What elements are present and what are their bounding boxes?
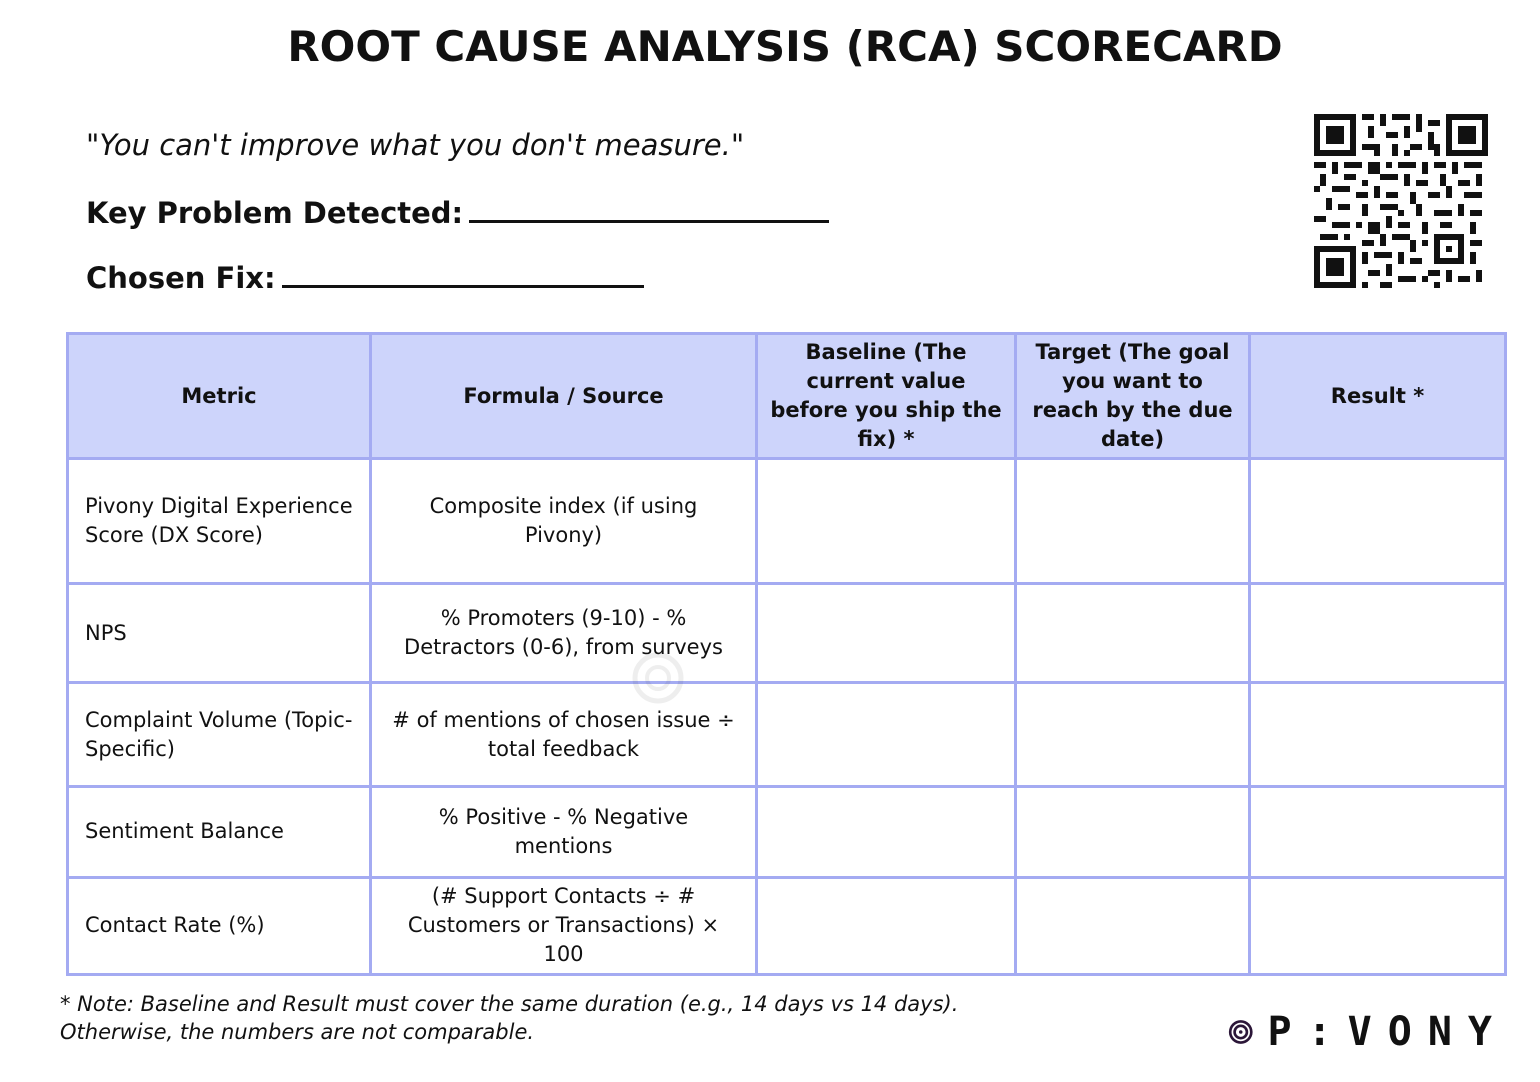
- pivony-watermark: [632, 652, 684, 704]
- target-cell[interactable]: [1016, 683, 1250, 786]
- header-baseline: Baseline (The current value before you ship the fix) *: [757, 334, 1016, 459]
- header-result: Result *: [1250, 334, 1506, 459]
- table-row: [68, 786, 1506, 877]
- footnote-line-2: Otherwise, the numbers are not comparable.: [60, 1020, 535, 1044]
- watermark-logo-icon: [632, 652, 684, 704]
- table-row: [68, 683, 1506, 786]
- rca-scorecard-table: [66, 332, 1507, 976]
- header-formula-source: Formula / Source: [371, 334, 757, 459]
- key-problem-field: [86, 194, 829, 230]
- header-target: Target (The goal you want to reach by the due date): [1016, 334, 1250, 459]
- target-cell[interactable]: [1016, 584, 1250, 683]
- footnote: [60, 990, 958, 1046]
- pivony-logo-icon: [1228, 1003, 1254, 1061]
- metric-cell: Sentiment Balance: [68, 786, 371, 877]
- result-cell[interactable]: [1250, 584, 1506, 683]
- baseline-cell[interactable]: [757, 877, 1016, 974]
- formula-cell: Composite index (if using Pivony): [371, 459, 757, 584]
- result-cell[interactable]: [1250, 459, 1506, 584]
- formula-cell: (# Support Contacts ÷ # Customers or Transactions) × 100: [371, 877, 757, 974]
- formula-cell: # of mentions of chosen issue ÷ total feedback: [371, 683, 757, 786]
- baseline-cell[interactable]: [757, 786, 1016, 877]
- formula-cell: % Promoters (9-10) - % Detractors (0-6), from surveys: [371, 584, 757, 683]
- brand-wordmark: P:VONY: [1267, 1009, 1508, 1055]
- formula-cell: % Positive - % Negative mentions: [371, 786, 757, 877]
- metric-cell: Contact Rate (%): [68, 877, 371, 974]
- key-problem-blank-line[interactable]: [469, 194, 829, 223]
- table-row: [68, 584, 1506, 683]
- metric-cell: NPS: [68, 584, 371, 683]
- table-row: [68, 877, 1506, 974]
- page-title: ROOT CAUSE ANALYSIS (RCA) SCORECARD: [287, 22, 1283, 71]
- baseline-cell[interactable]: [757, 683, 1016, 786]
- pivony-brand: [1228, 1000, 1508, 1064]
- quote: "You can't improve what you don't measure.": [86, 128, 745, 162]
- footnote-line-1: * Note: Baseline and Result must cover the same duration (e.g., 14 days vs 14 days).: [60, 992, 959, 1016]
- result-cell[interactable]: [1250, 786, 1506, 877]
- chosen-fix-blank-line[interactable]: [282, 259, 644, 288]
- target-cell[interactable]: [1016, 786, 1250, 877]
- baseline-cell[interactable]: [757, 459, 1016, 584]
- table-header-row: [68, 334, 1506, 459]
- metric-cell: Pivony Digital Experience Score (DX Score): [68, 459, 371, 584]
- target-cell[interactable]: [1016, 877, 1250, 974]
- qr-code-icon: [1314, 114, 1488, 288]
- chosen-fix-label: Chosen Fix:: [86, 261, 276, 295]
- result-cell[interactable]: [1250, 877, 1506, 974]
- baseline-cell[interactable]: [757, 584, 1016, 683]
- table-row: [68, 459, 1506, 584]
- metric-cell: Complaint Volume (Topic-Specific): [68, 683, 371, 786]
- chosen-fix-field: [86, 259, 644, 295]
- result-cell[interactable]: [1250, 683, 1506, 786]
- target-cell[interactable]: [1016, 459, 1250, 584]
- header-metric: Metric: [68, 334, 371, 459]
- key-problem-label: Key Problem Detected:: [86, 196, 464, 230]
